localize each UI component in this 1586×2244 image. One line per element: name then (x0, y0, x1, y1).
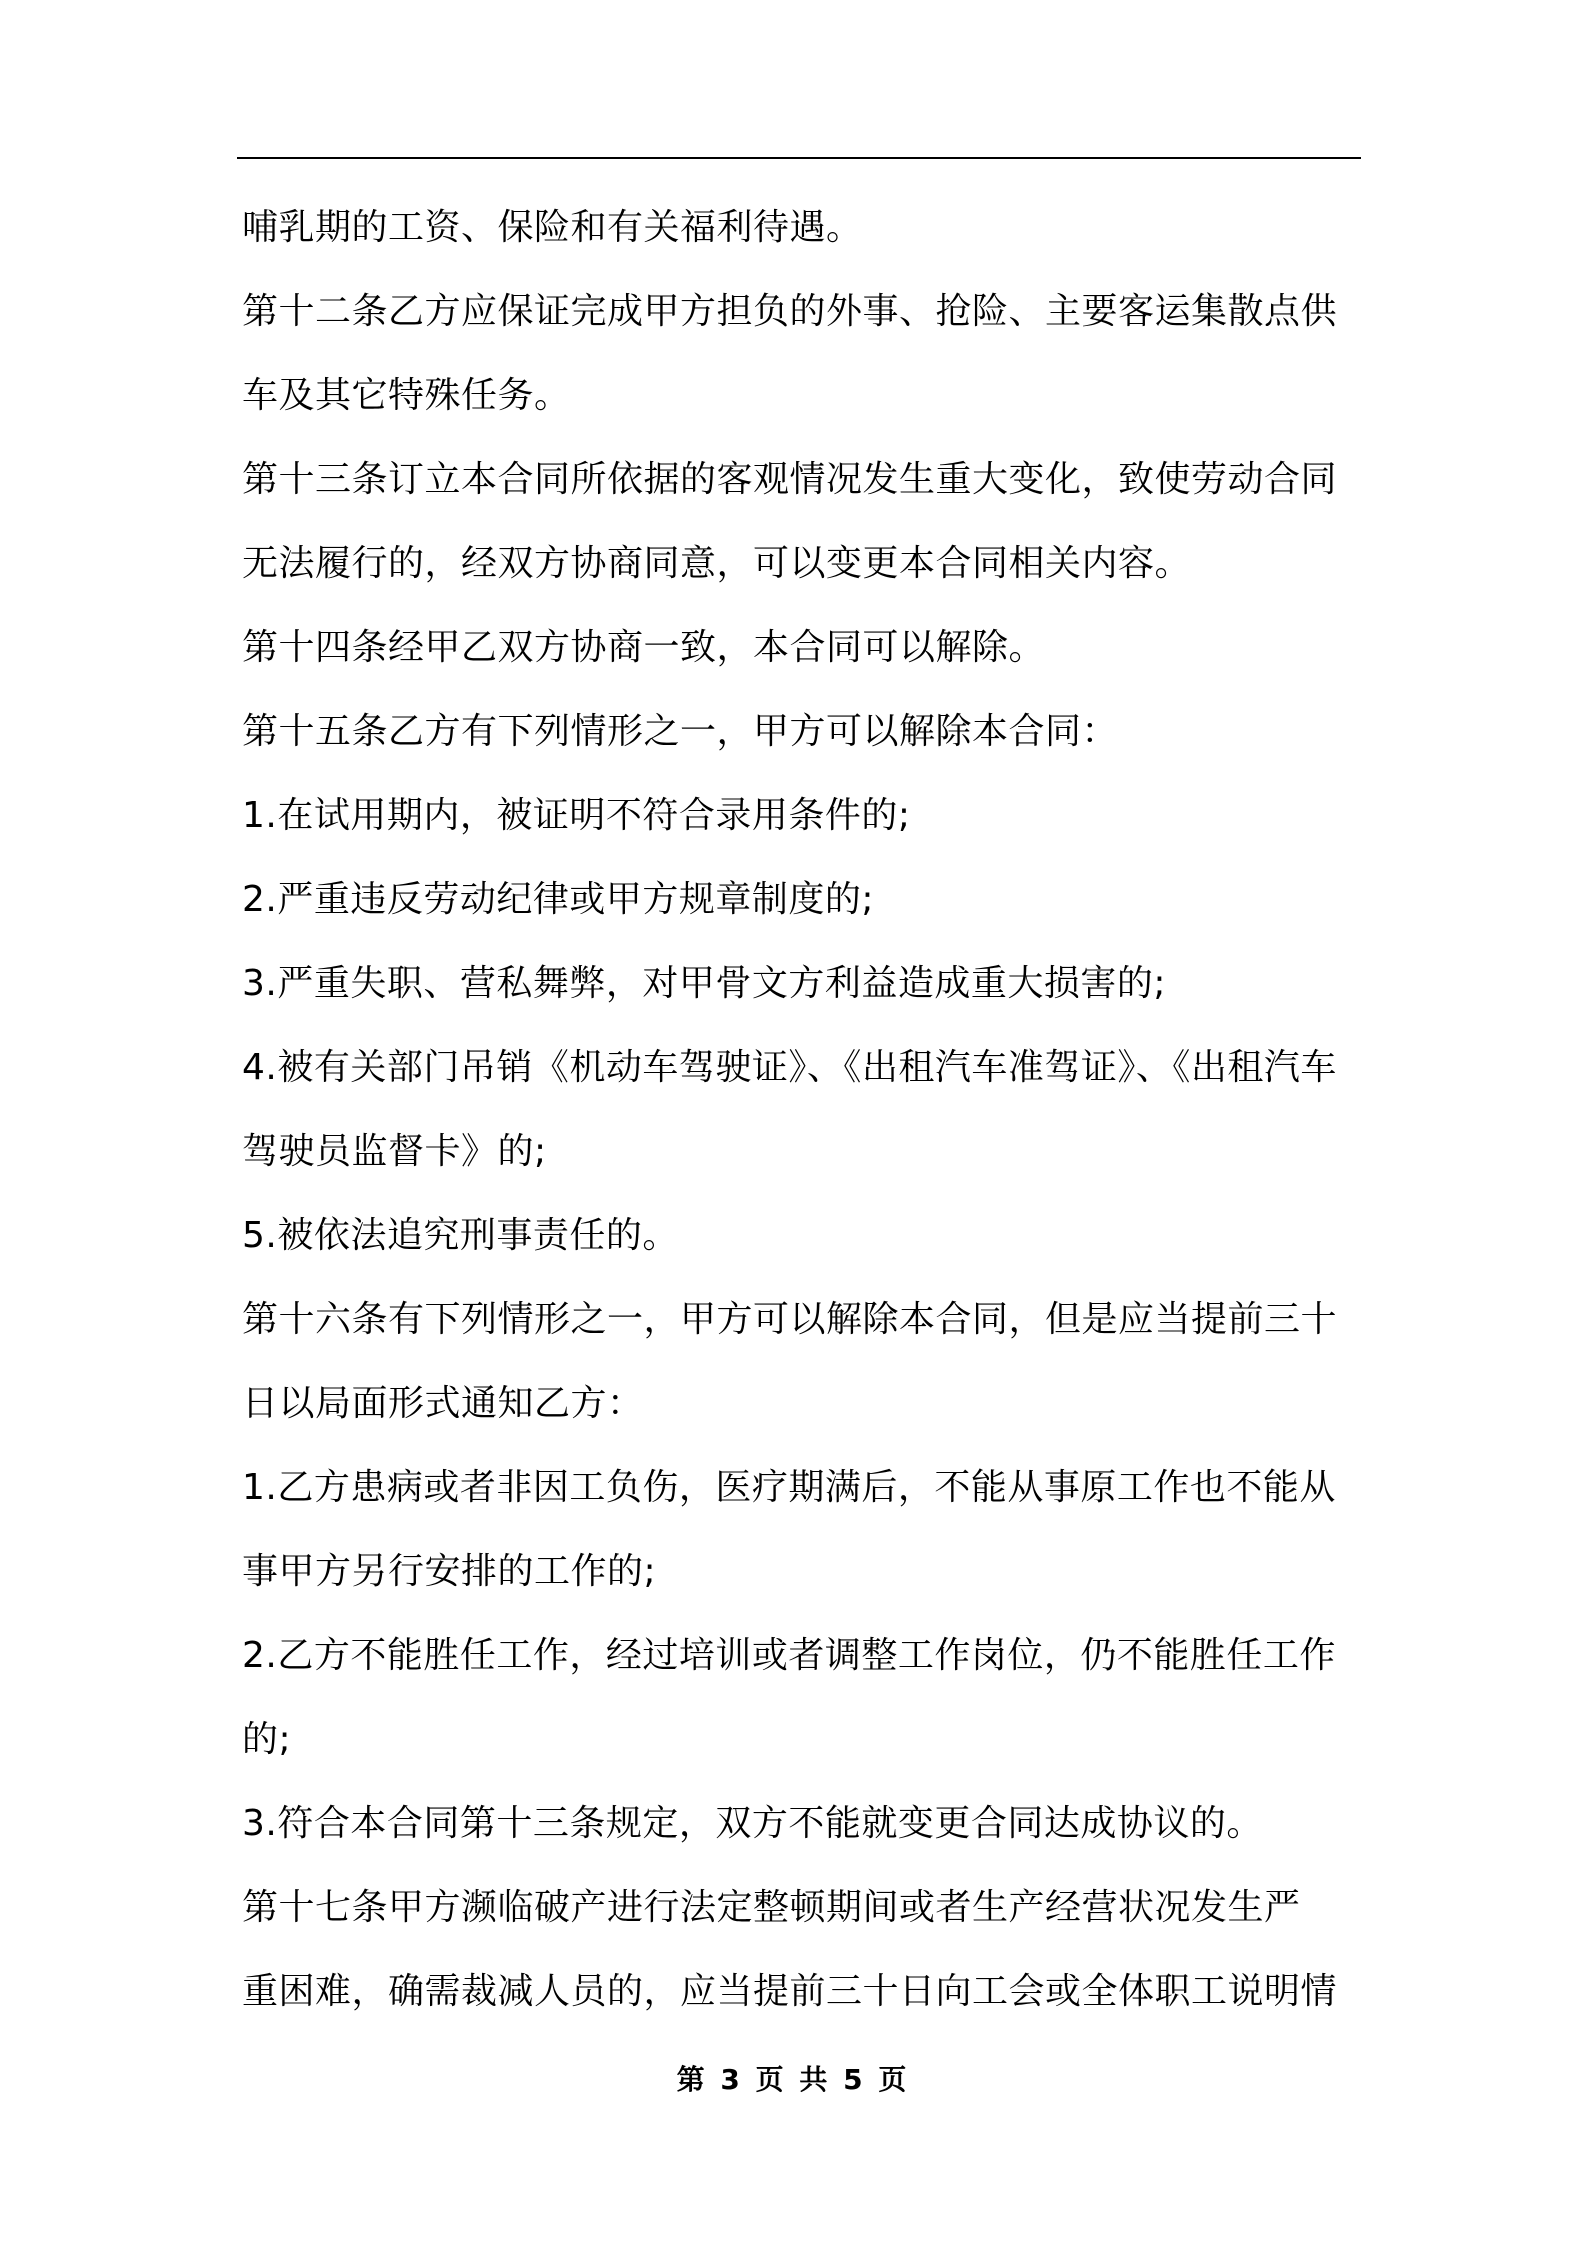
text-line: 1.在试用期内，被证明不符合录用条件的; (242, 795, 911, 836)
text-line: 重困难，确需裁减人员的，应当提前三十日向工会或全体职工说明情 (242, 1971, 1338, 2012)
text-line: 4.被有关部门吊销《机动车驾驶证》、《出租汽车准驾证》、《出租汽车 (242, 1047, 1337, 1088)
text-line: 3.严重失职、营私舞弊，对甲骨文方利益造成重大损害的; (242, 963, 1166, 1004)
text-line: 第十三条订立本合同所依据的客观情况发生重大变化，致使劳动合同 (242, 459, 1338, 500)
page-footer: 第 3 页 共 5 页 (676, 2063, 910, 2096)
text-line: 1.乙方患病或者非因工负伤，医疗期满后，不能从事原工作也不能从 (242, 1467, 1336, 1508)
text-line: 无法履行的，经双方协商同意，可以变更本合同相关内容。 (242, 543, 1192, 584)
text-line: 第十五条乙方有下列情形之一，甲方可以解除本合同： (242, 711, 1119, 752)
text-line: 的; (242, 1719, 292, 1760)
text-line: 哺乳期的工资、保险和有关福利待遇。 (242, 207, 863, 248)
text-line: 5.被依法追究刑事责任的。 (242, 1215, 679, 1256)
text-line: 2.严重违反劳动纪律或甲方规章制度的; (242, 879, 874, 920)
text-line: 驾驶员监督卡》的; (242, 1131, 547, 1172)
body-text (242, 186, 1357, 2034)
text-line: 2.乙方不能胜任工作，经过培训或者调整工作岗位，仍不能胜任工作 (242, 1635, 1336, 1676)
text-line: 事甲方另行安排的工作的; (242, 1551, 657, 1592)
text-line: 车及其它特殊任务。 (242, 375, 571, 416)
text-line: 日以局面形式通知乙方： (242, 1383, 644, 1424)
text-line: 第十二条乙方应保证完成甲方担负的外事、抢险、主要客运集散点供 (242, 291, 1338, 332)
text-line: 第十四条经甲乙双方协商一致，本合同可以解除。 (242, 627, 1046, 668)
header-rule (237, 157, 1361, 159)
text-line: 3.符合本合同第十三条规定，双方不能就变更合同达成协议的。 (242, 1803, 1263, 1844)
text-line: 第十六条有下列情形之一，甲方可以解除本合同，但是应当提前三十 (242, 1299, 1338, 1340)
text-line: 第十七条甲方濒临破产进行法定整顿期间或者生产经营状况发生严 (242, 1887, 1301, 1928)
